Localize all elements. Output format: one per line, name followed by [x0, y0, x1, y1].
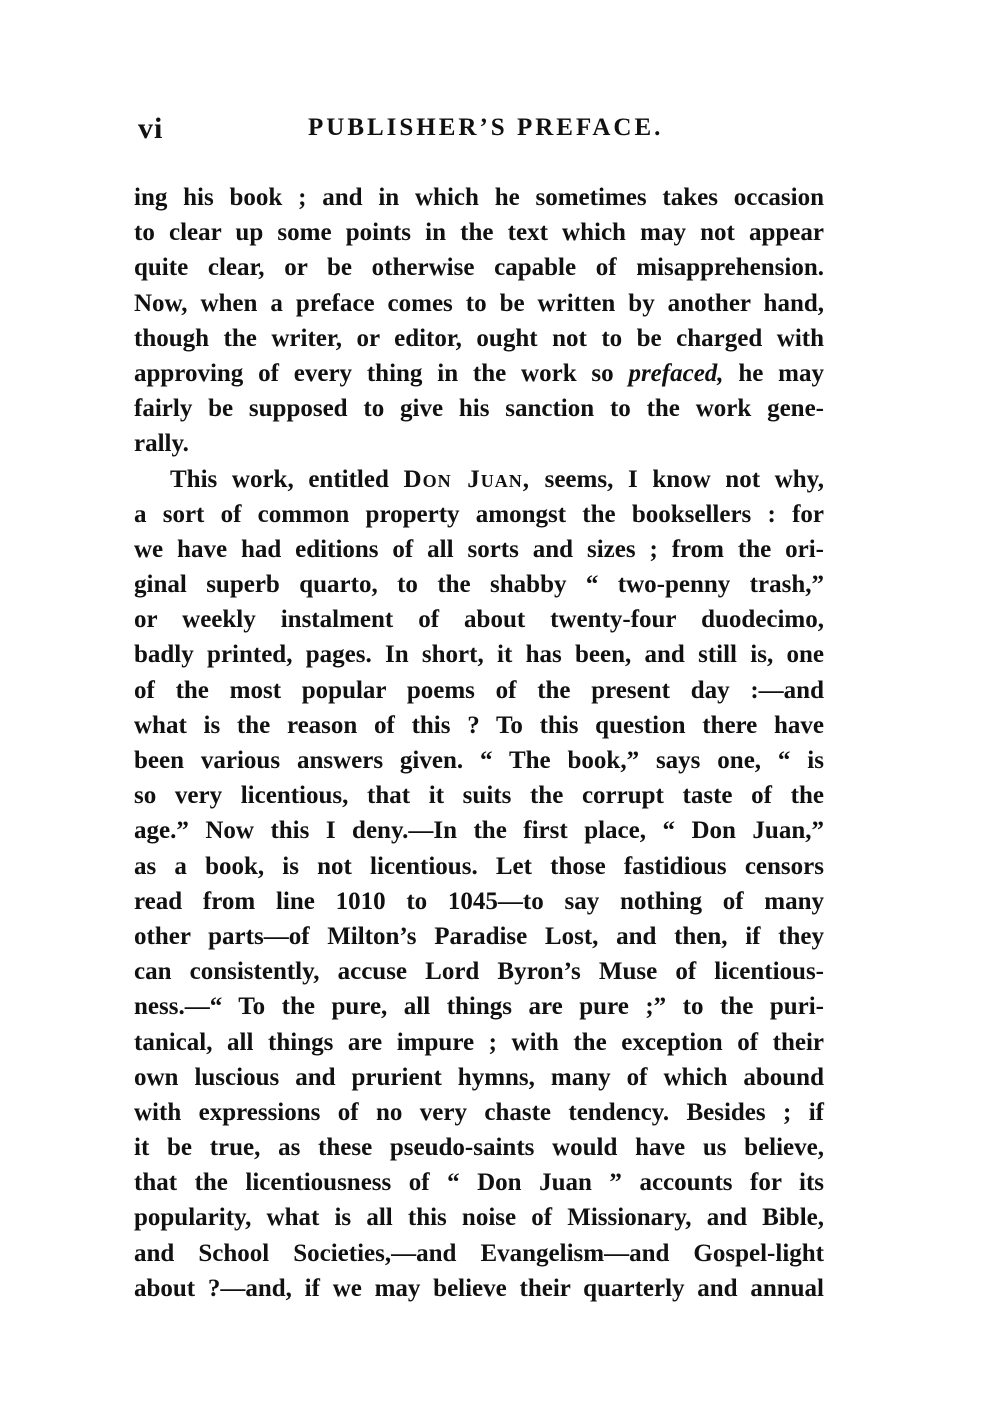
running-title: PUBLISHER’S PREFACE.: [308, 114, 664, 141]
text-line: with expressions of no very chaste tendency. Besides ; if: [134, 1098, 824, 1126]
text-line: it be true, as these pseudo-saints would have us believe,: [134, 1134, 824, 1162]
text-line: can consistently, accuse Lord Byron’s Muse of licentious-: [134, 958, 824, 986]
text-segment: This work, entitled: [170, 465, 389, 493]
text-line: age.” Now this I deny.—In the first place, “ Don Juan,”: [134, 817, 824, 845]
text-segment: he may: [738, 359, 824, 387]
text-line: been various answers given. “ The book,” says one, “ is: [134, 747, 824, 774]
text-line: of the most popular poems of the present day :—and: [134, 676, 824, 704]
text-line: own luscious and prurient hymns, many of which abound: [134, 1063, 824, 1091]
text-segment: seems, I know not why,: [544, 465, 825, 493]
text-line: and School Societies,—and Evangelism—and Gospel-light: [134, 1239, 824, 1267]
page-number: vi: [138, 112, 164, 145]
small-caps-title: Don Juan,: [403, 465, 530, 493]
text-line: read from line 1010 to 1045—to say nothing of many: [134, 887, 824, 915]
body-text: [134, 180, 824, 1306]
text-line: we have had editions of all sorts and sizes ; from the ori-: [134, 535, 824, 563]
text-line: [134, 462, 824, 497]
text-line: as a book, is not licentious. Let those fastidious censors: [134, 852, 824, 880]
text-line: badly printed, pages. In short, it has been, and still is, one: [134, 641, 824, 669]
text-line: though the writer, or editor, ought not to be charged with: [134, 324, 824, 352]
text-line: to clear up some points in the text which may not appear: [134, 219, 824, 247]
text-line: about ?—and, if we may believe their quarterly and annual: [134, 1274, 824, 1302]
text-line: or weekly instalment of about twenty-four duodecimo,: [134, 606, 824, 634]
text-line: tanical, all things are impure ; with the exception of their: [134, 1028, 824, 1056]
text-line: a sort of common property amongst the booksellers : for: [134, 500, 824, 528]
text-line: ginal superb quarto, to the shabby “ two-penny trash,”: [134, 571, 824, 599]
text-line: rally.: [134, 430, 189, 458]
text-line: that the licentiousness of “ Don Juan ” accounts for its: [134, 1169, 824, 1197]
text-line: ness.—“ To the pure, all things are pure ;” to the puri-: [134, 993, 824, 1021]
text-line: popularity, what is all this noise of Missionary, and Bible,: [134, 1204, 824, 1232]
text-line: [134, 356, 824, 391]
text-line: other parts—of Milton’s Paradise Lost, and then, if they: [134, 922, 824, 950]
text-line: what is the reason of this ? To this question there have: [134, 711, 824, 739]
page-header: [138, 112, 828, 152]
italic-word: prefaced,: [628, 359, 724, 387]
text-line: quite clear, or be otherwise capable of misapprehension.: [134, 254, 824, 282]
text-line: Now, when a preface comes to be written by another hand,: [134, 289, 824, 317]
text-line: fairly be supposed to give his sanction to the work gene-: [134, 395, 824, 423]
text-line: ing his book ; and in which he sometimes takes occasion: [134, 184, 824, 211]
text-line: so very licentious, that it suits the corrupt taste of the: [134, 782, 824, 810]
text-segment: approving of every thing in the work so: [134, 359, 614, 387]
